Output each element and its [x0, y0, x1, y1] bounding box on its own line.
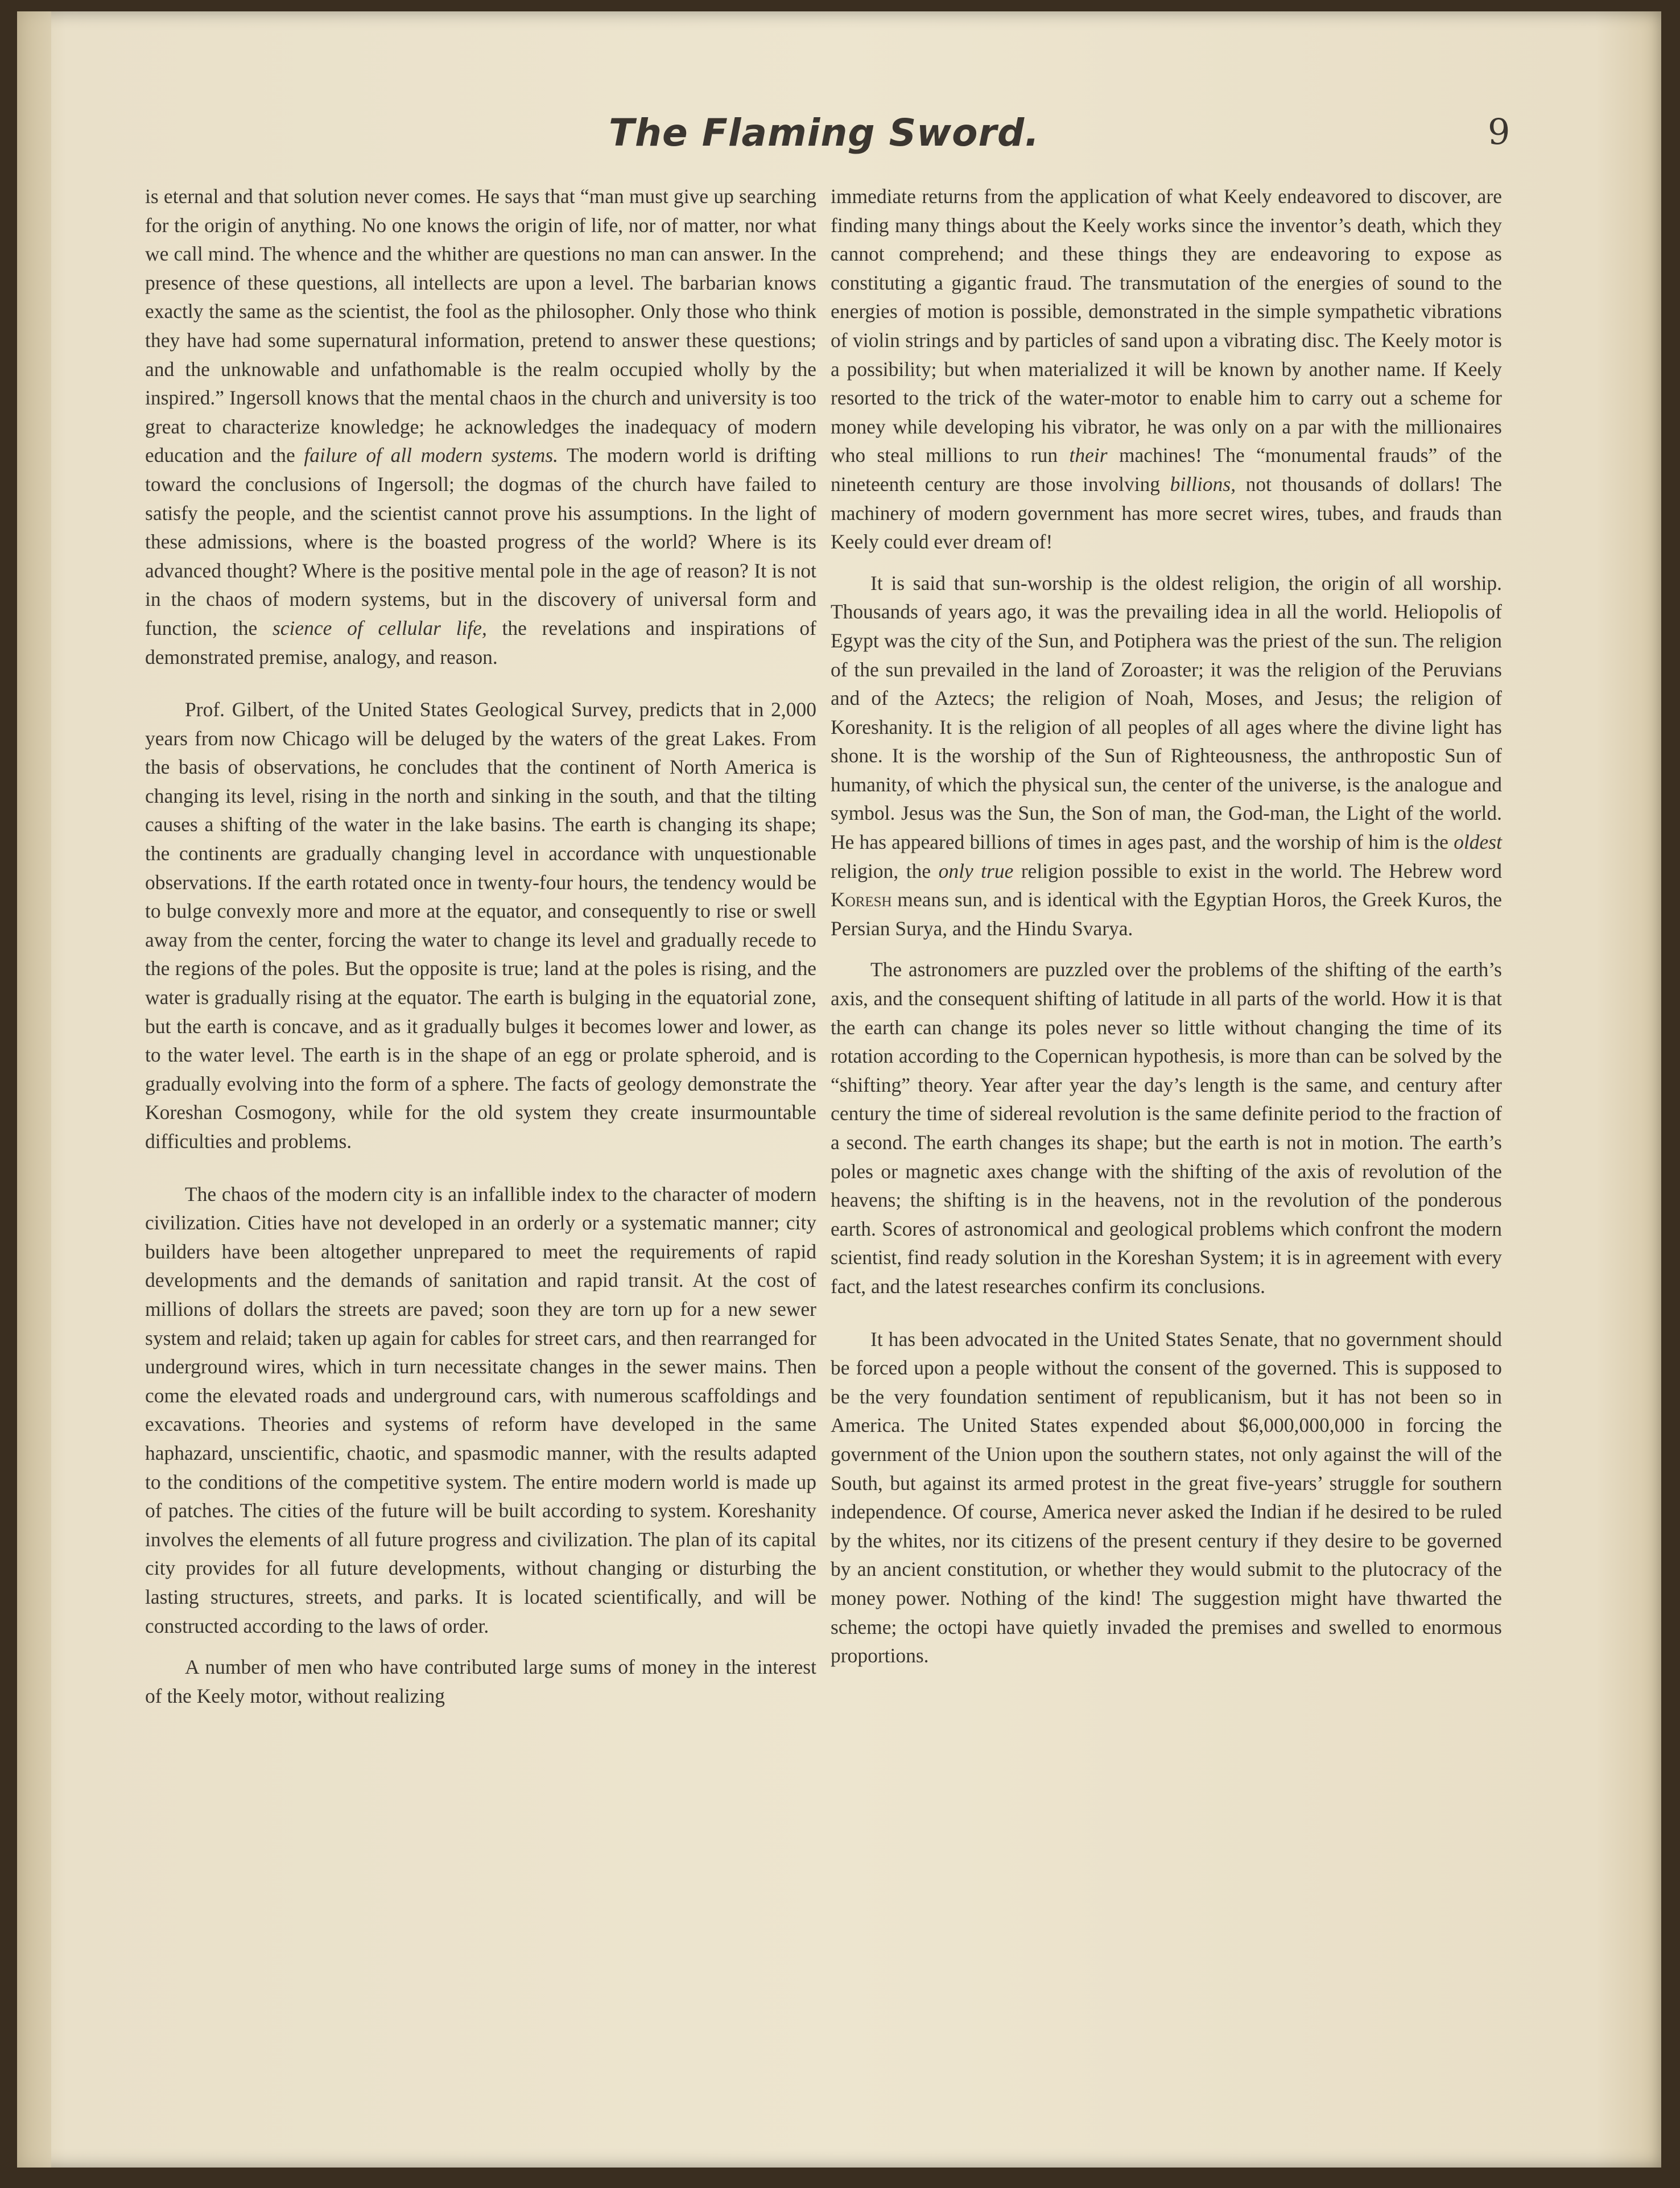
text-run: the revelations and inspirations of demonstrated premise, analogy, and reason. — [145, 616, 816, 668]
paragraph-modern-city: The chaos of the modern city is an infallible index to the character of modern civilization. Cities have not developed in an orderly or a systematic manner; city builders have been altogether unprepared to meet the requirements of rapid developments and the demands of sanitation and rapid transit. At the cost of millions of dollars the streets are paved; soon they are torn up for a new sewer system and relaid; taken up again for cables for street cars, and then rearranged for underground wires, which in turn necessitate changes in the sewer mains. Then come the elevated roads and underground cars, with numerous scaffoldings and excavations. Theories and systems of reform have developed in the same haphazard, unscientific, chaotic, and spasmodic manner, with the results adapted to the conditions of the competitive system. The entire modern world is made up of patches. The cities of the future will be built according to system. Koreshanity involves the elements of all future progress and civilization. The plan of its capital city provides for all future developments, without changing or disturbing the lasting structures, streets, and parks. It is located scientifically, and will be constructed according to the laws of order. — [145, 1182, 816, 1637]
text-run: machines! The “monumental frauds” of the nineteenth century are those involving — [831, 444, 1502, 496]
document-page — [17, 11, 1661, 2168]
text-run: means sun, and is identical with the Egyptian Horos, the Greek Kuros, the Persian Surya, and the Hindu Svarya. — [831, 888, 1502, 940]
text-run: It is said that sun-worship is the oldest religion, the origin of all worship. Thousands of years ago, it was the prevailing idea in all the world. Heliopolis of Egypt was the city of the Sun, and Potiphera was the priest of the sun. The religion of the sun prevailed in the land of Zoroaster; it was the religion of the Peruvians and of the Aztecs; the religion of Noah, Moses, and Jesus; the religion of Koreshanity. It is the religion of all peoples of all ages where the divine light has shone. It is the worship of the Sun of Righteousness, the anthropostic Sun of humanity, of which the physical sun, the center of the universe, is the analogue and symbol. Jesus was the Sun, the Son of man, the God-man, the Light of the world. He has appeared billions of times in ages past, and the worship of him is the — [831, 571, 1502, 854]
left-column — [145, 182, 816, 1710]
italic-run: billions, — [1170, 472, 1236, 496]
paragraph-sun-worship — [831, 569, 1502, 943]
small-caps-run: Koresh — [831, 888, 892, 911]
text-run: religion possible to exist in the world. The Hebrew word — [1013, 859, 1502, 882]
text-run: The modern world is drifting toward the conclusions of Ingersoll; the dogmas of the church have failed to satisfy the people, and the scientist cannot prove his assumptions. In the light of these admissions, where is the boasted progress of the world? Where is its advanced thought? Where is the positive mental pole in the age of reason? It is not in the chaos of modern systems, but in the discovery of universal form and function, the — [145, 444, 817, 639]
text-run: immediate returns from the application of what Keely endeavored to discover, are finding many things about the Keely works since the inventor’s death, which they cannot comprehend; and these things they are endeavoring to expose as constituting a gigantic fraud. The transmutation of the energies of sound to the energies of motion is possible, demonstrated in the simple sympathetic vibrations of violin strings and by particles of sand upon a vibrating disc. The Keely motor is a possibility; but when materialized it will be known by another name. If Keely resorted to the trick of the water-motor to enable him to carry out a scheme for money while developing his vibrator, he was only on a par with the millionaires who steal millions to run — [831, 185, 1502, 467]
italic-run: oldest — [1454, 831, 1502, 854]
text-run: religion, the — [831, 859, 939, 882]
paragraph-senate: It has been advocated in the United States Senate, that no government should be forced upon a people without the consent of the governed. This is supposed to be the very foundation sentiment of republicanism, but it has not been so in America. The United States expended about $6,000,000,000 in forcing the government of the Union upon the southern states, not only against the will of the South, but against its armed protest in the great five-years’ struggle for southern independence. Of course, America never asked the Indian if he desired to be ruled by the whites, nor its citizens of the present century if they desire to be governed by an ancient constitution, or whether they would submit to the plutocracy of the money power. Nothing of the kind! The suggestion might have thwarted the scheme; the octopi have quietly invaded the premises and swelled to enormous proportions. — [831, 1327, 1502, 1667]
paragraph-ingersoll — [145, 182, 816, 671]
text-run: not thousands of dollars! The machinery of modern government has more secret wires, tubes, and frauds than Keely could ever dream of! — [831, 472, 1502, 554]
italic-run: their — [1069, 444, 1108, 467]
right-column — [831, 182, 1502, 1670]
page-number: 9 — [1488, 111, 1510, 152]
paragraph-gilbert: Prof. Gilbert, of the United States Geological Survey, predicts that in 2,000 years from now Chicago will be deluged by the waters of the great Lakes. From the basis of observations, he concludes that the continent of North America is changing its level, rising in the north and sinking in the south, and that the tilting causes a shifting of the water in the lake basins. The earth is changing its shape; the continents are gradually changing level in accordance with unquestionable observations. If the earth rotated once in twenty-four hours, the tendency would be to bulge convexly more and more at the equator, and consequently to rise or swell away from the center, forcing the water to change its level and gradually recede to the regions of the poles. But the opposite is true; land at the poles is rising, and the water is gradually rising at the equator. The earth is bulging in the equatorial zone, but the earth is concave, and as it gradually bulges it becomes lower and lower, as to the water level. The earth is in the shape of an egg or prolate spheroid, and is gradually evolving into the form of a sphere. The facts of geology demonstrate the Koreshan Cosmogony, while for the old system they create insurmountable difficulties and problems. — [145, 698, 816, 1153]
paragraph-keely-start: A number of men who have contributed large sums of money in the interest of the Keely motor, without realizing — [145, 1656, 816, 1707]
text-run: is eternal and that solution never comes. He says that “man must give up searching for the origin of anything. No one knows the origin of life, nor of matter, nor what we call mind. The whence and the whither are questions no man can answer. In the presence of these questions, all intellects are upon a level. The barbarian knows exactly the same as the scientist, the fool as the philosopher. Only those who think they have had some supernatural information, pretend to answer these questions; and the unknowable and unfathomable is the realm occupied wholly by the inspired.” Ingersoll knows that the mental chaos in the church and university is too great to characterize knowledge; he acknowledges the inadequacy of modern education and the — [145, 185, 816, 467]
paragraph-keely-continued — [831, 182, 1502, 556]
running-title: The Flaming Sword. — [609, 111, 1040, 155]
italic-run: science of cellular life, — [272, 616, 487, 639]
italic-run: only true — [938, 859, 1014, 882]
italic-run: failure of all modern systems. — [304, 444, 559, 467]
page-header — [17, 111, 1661, 168]
paragraph-astronomers: The astronomers are puzzled over the problems of the shifting of the earth’s axis, and the consequent shifting of latitude in all parts of the world. How it is that the earth can change its poles never so little without changing the time of its rotation according to the Copernican hypothesis, is more than can be solved by the “shifting” theory. Year after year the day’s length is the same, and century after century the time of sidereal revolution is the same definite period to the fraction of a second. The earth changes its shape; but the earth is not in motion. The earth’s poles or magnetic axes change with the shifting of the axis of revolution of the heavens; the shifting is in the heavens, not in the revolution of the ponderous earth. Scores of astronomical and geological problems which confront the modern scientist, find ready solution in the Koreshan System; it is in agreement with every fact, and the latest researches confirm its conclusions. — [831, 958, 1502, 1298]
page-spine-shadow — [17, 11, 51, 2168]
